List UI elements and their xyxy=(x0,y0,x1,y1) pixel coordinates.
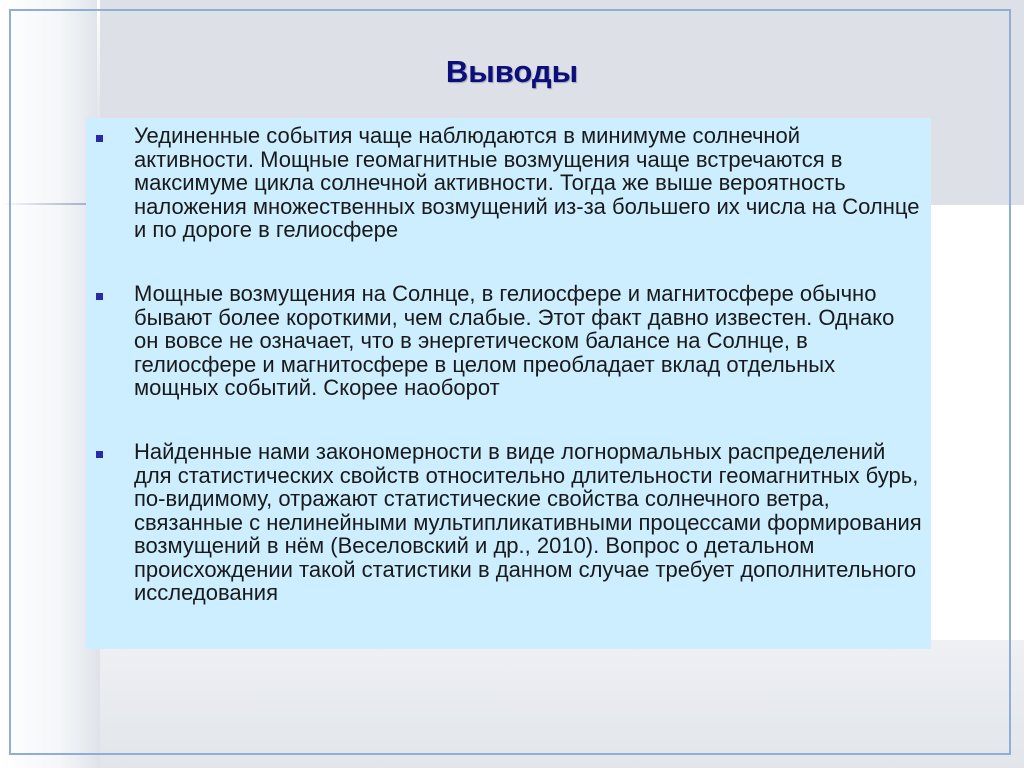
square-bullet-icon xyxy=(96,451,103,458)
bullet-text-2: Мощные возмущения на Солнце, в гелиосфере и магнитосфере обычно бывают более короткими, чем слабые. Этот факт давно известен. Однако он вовсе не означает, что в энергетическом балансе на Солнце, в гелиосфере и магнитосфере в целом преобладает вклад отдельных мощных событий. Скорее наоборот xyxy=(134,281,895,400)
content-box xyxy=(86,118,931,649)
bullet-text-3: Найденные нами закономерности в виде логнормальных распределений для статистических свойств относительно длительности геомагнитных бурь, по-видимому, отражают статистические свойства солнечного ветра, связанные с нелинейными мультипликативными процессами формирования возмущений в нём (Веселовский и др., 2010). Вопрос о детальном происхождении такой статистики в данном случае требует дополнительного исследования xyxy=(134,439,922,605)
square-bullet-icon xyxy=(96,135,103,142)
background-bottom-band xyxy=(100,640,1024,768)
slide-title: Выводы xyxy=(445,54,579,89)
accent-line xyxy=(0,203,90,205)
square-bullet-icon xyxy=(96,293,103,300)
bullet-text-1: Уединенные события чаще наблюдаются в минимуме солнечной активности. Мощные геомагнитные возмущения чаще встречаются в максимуме цикла солнечной активности. Тогда же выше вероятность наложения множественных возмущений из-за большего их числа на Солнце и по дороге в гелиосфере xyxy=(134,123,920,242)
background-left-gradient xyxy=(0,0,100,768)
